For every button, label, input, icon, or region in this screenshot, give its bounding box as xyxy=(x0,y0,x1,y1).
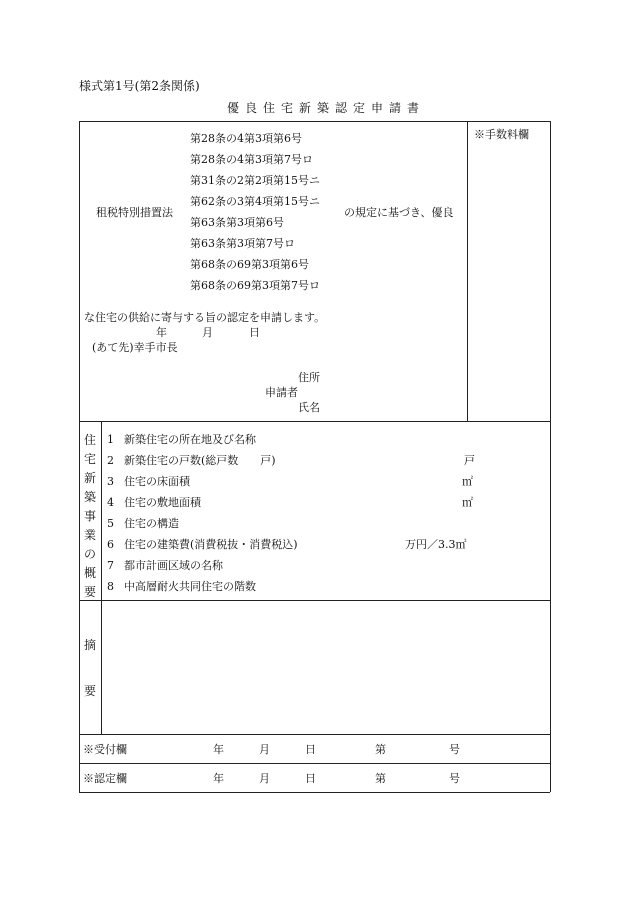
reception-year: 年 xyxy=(213,743,224,756)
table-bottom-border xyxy=(79,792,550,793)
overview-item-text: 新築住宅の戸数(総戸数 戸) xyxy=(124,454,276,467)
section-divider-3 xyxy=(79,734,550,735)
article-item: 第68条の69第3項第7号ロ xyxy=(190,279,320,292)
reception-month: 月 xyxy=(259,743,270,756)
overview-label-char: 事 xyxy=(83,509,96,523)
fee-column-divider xyxy=(467,121,468,421)
certification-day: 日 xyxy=(305,772,316,785)
overview-label-char: 新 xyxy=(83,471,96,485)
based-on-text: の規定に基づき、優良 xyxy=(344,206,454,219)
overview-item-text: 都市計画区域の名称 xyxy=(124,559,223,572)
overview-label-char: 業 xyxy=(83,528,96,542)
overview-item-unit: 戸 xyxy=(464,454,475,467)
date-day: 日 xyxy=(249,326,260,339)
law-name: 租税特別措置法 xyxy=(96,206,173,219)
overview-label-char: 概 xyxy=(83,566,96,580)
overview-label-char: 住 xyxy=(83,433,96,447)
fee-column-label: ※手数料欄 xyxy=(474,128,529,141)
date-year: 年 xyxy=(156,326,167,339)
article-item: 第68条の69第3項第6号 xyxy=(190,258,309,271)
overview-item-number: 1 xyxy=(107,433,114,446)
certification-number-prefix: 第 xyxy=(375,772,386,785)
overview-label-char: の xyxy=(83,547,96,561)
overview-item-text: 住宅の構造 xyxy=(124,517,179,530)
label-column-divider xyxy=(101,421,102,734)
overview-item-number: 3 xyxy=(107,475,114,488)
section-divider-4 xyxy=(79,763,550,764)
overview-item-text: 住宅の床面積 xyxy=(124,475,190,488)
reception-day: 日 xyxy=(305,743,316,756)
article-item: 第63条第3項第7号ロ xyxy=(190,237,295,250)
overview-item-number: 5 xyxy=(107,517,114,530)
form-title: 優良住宅新築認定申請書 xyxy=(227,101,426,115)
overview-item-number: 4 xyxy=(107,496,114,509)
article-item: 第28条の4第3項第6号 xyxy=(190,132,302,145)
applicant-address-label: 住所 xyxy=(298,371,320,384)
addressee: (あて先)幸手市長 xyxy=(92,341,178,354)
overview-item-unit: 万円／3.3㎡ xyxy=(405,538,467,551)
certification-number-suffix: 号 xyxy=(449,772,460,785)
reception-number-suffix: 号 xyxy=(449,743,460,756)
section-divider-1 xyxy=(79,421,550,422)
overview-label-char: 築 xyxy=(83,490,96,504)
overview-item-unit: ㎡ xyxy=(462,475,473,488)
form-number: 様式第1号(第2条関係) xyxy=(79,79,200,93)
certification-label: ※認定欄 xyxy=(83,772,127,785)
article-item: 第63条第3項第6号 xyxy=(190,216,284,229)
applicant-name-label: 氏名 xyxy=(298,401,320,414)
reception-number-prefix: 第 xyxy=(375,743,386,756)
overview-label-char: 宅 xyxy=(83,452,96,466)
request-text: な住宅の供給に寄与する旨の認定を申請します。 xyxy=(84,311,326,324)
overview-item-text: 住宅の敷地面積 xyxy=(124,496,201,509)
remarks-label-char: 要 xyxy=(83,684,96,698)
table-right-border xyxy=(550,121,551,792)
overview-label-char: 要 xyxy=(83,585,96,599)
certification-year: 年 xyxy=(213,772,224,785)
overview-item-number: 8 xyxy=(107,580,114,593)
overview-item-number: 7 xyxy=(107,559,114,572)
overview-item-number: 2 xyxy=(107,454,114,467)
table-top-border xyxy=(79,121,550,122)
overview-item-unit: ㎡ xyxy=(462,496,473,509)
reception-label: ※受付欄 xyxy=(83,743,127,756)
remarks-field[interactable] xyxy=(103,603,547,731)
overview-item-number: 6 xyxy=(107,538,114,551)
remarks-label-char: 摘 xyxy=(83,638,96,652)
article-item: 第62条の3第4項第15号ニ xyxy=(190,195,320,208)
overview-item-text: 住宅の建築費(消費税抜・消費税込) xyxy=(124,538,298,551)
overview-item-text: 新築住宅の所在地及び名称 xyxy=(124,433,256,446)
date-month: 月 xyxy=(202,326,213,339)
section-divider-2 xyxy=(79,600,550,601)
applicant-label: 申請者 xyxy=(265,386,298,399)
article-item: 第28条の4第3項第7号ロ xyxy=(190,153,313,166)
article-item: 第31条の2第2項第15号ニ xyxy=(190,174,320,187)
certification-month: 月 xyxy=(259,772,270,785)
overview-item-text: 中高層耐火共同住宅の階数 xyxy=(124,580,256,593)
